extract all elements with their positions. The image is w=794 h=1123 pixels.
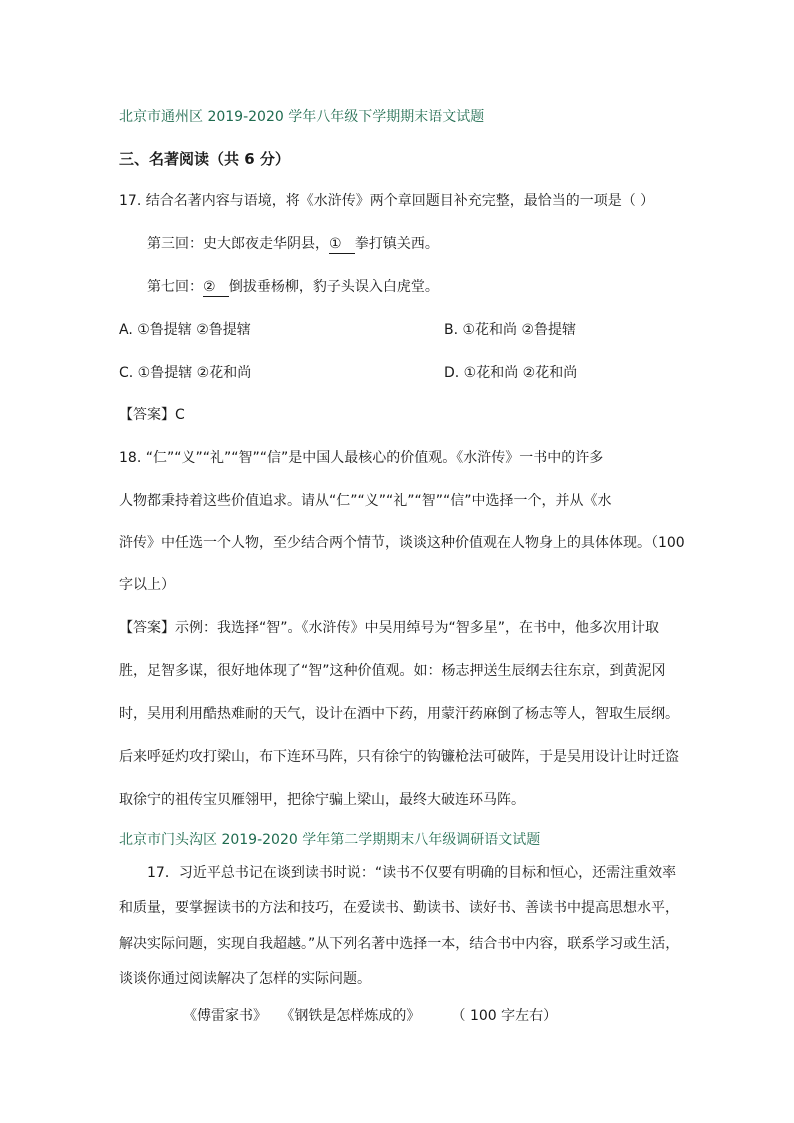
line-2-suffix: 倒拔垂杨柳，豹子头误入白虎堂。 <box>228 279 439 295</box>
source-title-tongzhou: 北京市通州区 2019-2020 学年八年级下学期期末语文试题 <box>119 109 485 125</box>
book-options: 《傅雷家书》 《钢铁是怎样炼成的》 （ 100 字左右） <box>183 1008 558 1024</box>
option-a: A. ①鲁提辖 ②鲁提辖 <box>119 322 251 338</box>
option-d: D. ①花和尚 ②花和尚 <box>444 365 578 381</box>
source-title-mentougou: 北京市门头沟区 2019-2020 学年第二学期期末八年级调研语文试题 <box>119 832 541 848</box>
question-17b-line: 和质量，要掌握读书的方法和技巧，在爱读书、勤读书、读好书、善读书中提高思想水平， <box>119 900 679 916</box>
question-18-line: 浒传》中任选一个人物，至少结合两个情节，谈谈这种价值观在人物身上的具体体现。（100 <box>119 535 685 551</box>
question-17-stem: 17. 结合名著内容与语境，将《水浒传》两个章回题目补充完整，最恰当的一项是（ ） <box>119 193 655 209</box>
answer-17: 【答案】C <box>119 407 185 423</box>
question-18-line: 18. “仁”“义”“礼”“智”“信”是中国人最核心的价值观。《水浒传》一书中的许多 <box>119 450 604 466</box>
question-17-line-2 <box>147 277 439 297</box>
answer-18-line: 胜，足智多谋，很好地体现了“智”这种价值观。如：杨志押送生辰纲去往东京，到黄泥冈 <box>119 663 666 679</box>
line-1-prefix: 第三回：史大郎夜走华阴县， <box>147 236 329 252</box>
option-c: C. ①鲁提辖 ②花和尚 <box>119 365 252 381</box>
answer-18-line: 取徐宁的祖传宝贝雁翎甲，把徐宁骗上梁山，最终大破连环马阵。 <box>119 792 525 808</box>
answer-18-line: 时，吴用利用酷热难耐的天气，设计在酒中下药，用蒙汗药麻倒了杨志等人，智取生辰纲。 <box>119 706 679 722</box>
question-18-line: 字以上） <box>119 577 175 593</box>
question-17b-line: 解决实际问题，实现自我超越。”从下列名著中选择一本，结合书中内容，联系学习或生活， <box>119 936 680 952</box>
question-17b-line: 17．习近平总书记在谈到读书时说：“读书不仅要有明确的目标和恒心，还需注重效率 <box>147 865 677 881</box>
line-2-prefix: 第七回： <box>147 279 203 295</box>
blank-1: ① <box>329 236 355 252</box>
question-17b-line: 谈谈你通过阅读解决了怎样的实际问题。 <box>119 971 371 987</box>
question-17-line-1 <box>147 234 439 254</box>
option-b: B. ①花和尚 ②鲁提辖 <box>444 322 577 338</box>
line-1-suffix: 拳打镇关西。 <box>354 236 439 252</box>
question-18-line: 人物都秉持着这些价值追求。请从“仁”“义”“礼”“智”“信”中选择一个，并从《水 <box>119 493 612 509</box>
answer-18-line: 后来呼延灼攻打梁山，布下连环马阵，只有徐宁的钩镰枪法可破阵，于是吴用设计让时迁盗 <box>119 749 679 765</box>
answer-18-line: 【答案】示例：我选择“智”。《水浒传》中吴用绰号为“智多星”，在书中，他多次用计取 <box>119 620 660 636</box>
section-heading: 三、名著阅读（共 6 分） <box>119 150 290 168</box>
blank-2: ② <box>203 279 229 295</box>
